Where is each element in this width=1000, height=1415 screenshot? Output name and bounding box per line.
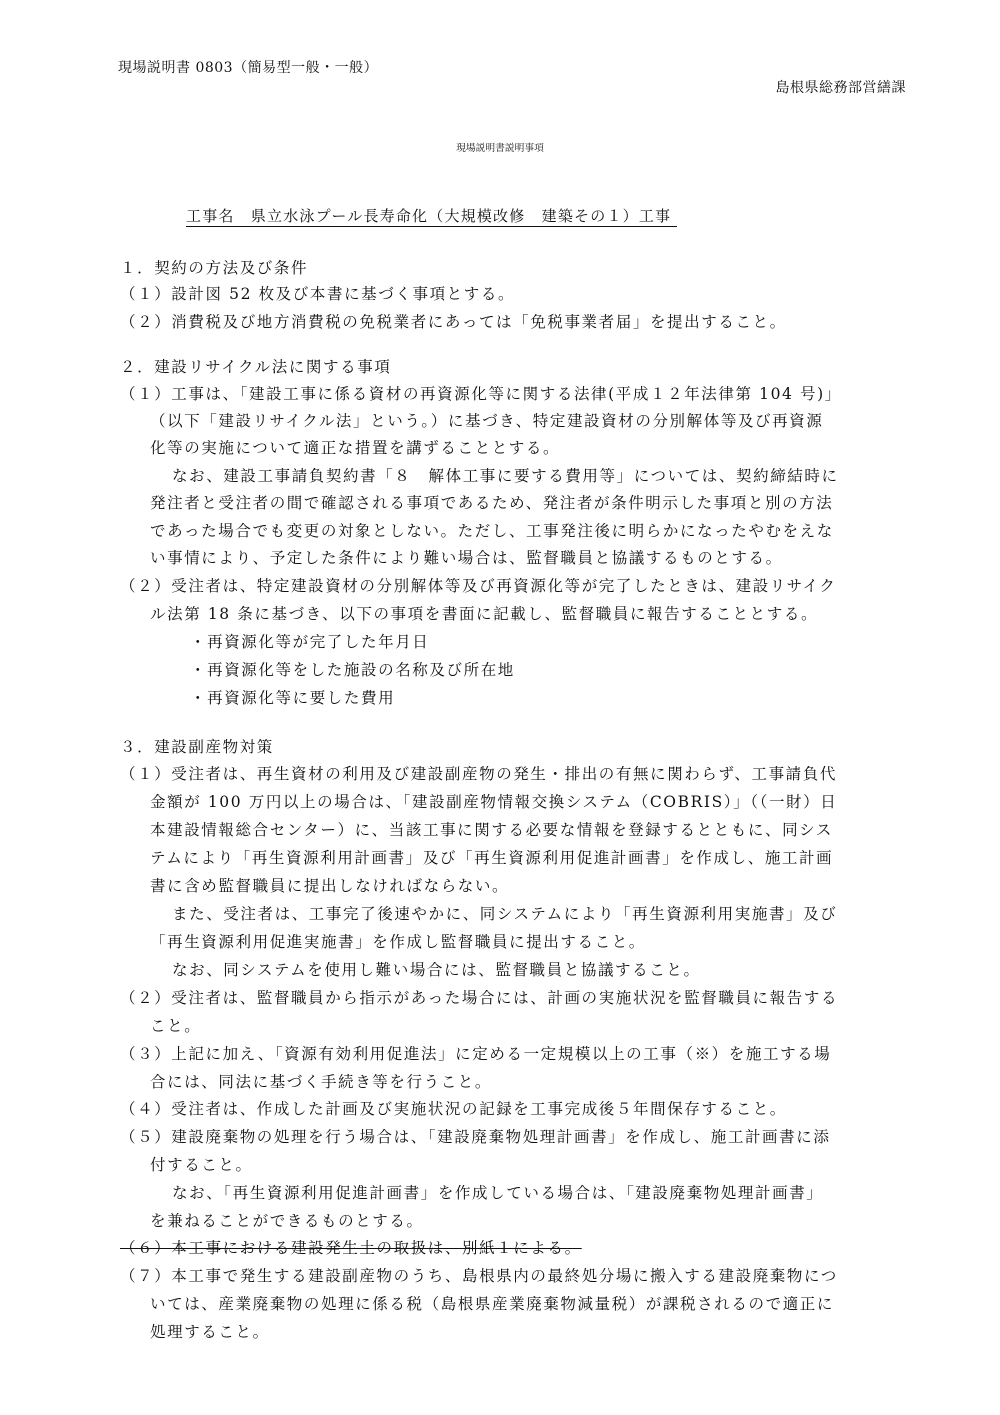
list-item: ・再資源化等に要した費用 bbox=[190, 689, 396, 707]
text-line: （２）消費税及び地方消費税の免税業者にあっては「免税事業者届」を提出すること。 bbox=[120, 313, 787, 331]
text-line: 化等の実施について適正な措置を講ずることとする。 bbox=[150, 439, 561, 457]
text-line: ル法第 18 条に基づき、以下の事項を書面に記載し、監督職員に報告することとする。 bbox=[150, 605, 819, 623]
text-line: 付すること。 bbox=[150, 1156, 253, 1174]
text-line: を兼ねることができるものとする。 bbox=[150, 1212, 424, 1230]
text-line: 処理すること。 bbox=[150, 1323, 270, 1341]
text-line: であった場合でも変更の対象としない。ただし、工事発注後に明らかになったやむをえな bbox=[150, 522, 834, 540]
text-line: （１）設計図 52 枚及び本書に基づく事項とする。 bbox=[120, 285, 516, 303]
text-line: 書に含め監督職員に提出しなければならない。 bbox=[150, 877, 510, 895]
text-line: 発注者と受注者の間で確認される事項であるため、発注者が条件明示した事項と別の方法 bbox=[150, 494, 834, 512]
text-line: こと。 bbox=[150, 1017, 202, 1035]
text-line: いては、産業廃棄物の処理に係る税（島根県産業廃棄物減量税）が課税されるので適正に bbox=[150, 1295, 835, 1313]
work-name: 工事名 県立水泳プール長寿命化（大規模改修 建築その１）工事 bbox=[186, 206, 677, 227]
document-code: 現場説明書 0803（簡易型一般・一般） bbox=[118, 60, 379, 76]
text-line: （５）建設廃棄物の処理を行う場合は、「建設廃棄物処理計画書」を作成し、施工計画書に添 bbox=[120, 1128, 831, 1146]
text-line: テムにより「再生資源利用計画書」及び「再生資源利用促進計画書」を作成し、施工計画 bbox=[150, 849, 834, 867]
text-line: 合には、同法に基づく手続き等を行うこと。 bbox=[150, 1073, 493, 1091]
list-item: ・再資源化等が完了した年月日 bbox=[190, 633, 430, 651]
text-line: （７）本工事で発生する建設副産物のうち、島根県内の最終処分場に搬入する建設廃棄物につ bbox=[120, 1267, 838, 1285]
page-title: 現場説明書説明事項 bbox=[456, 143, 544, 154]
struck-text-line: （６）本工事における建設発生土の取扱は、別紙１による。 bbox=[120, 1239, 582, 1257]
text-line: （２）受注者は、特定建設資材の分別解体等及び再資源化等が完了したときは、建設リサイク bbox=[120, 577, 837, 595]
text-line: （４）受注者は、作成した計画及び実施状況の記録を工事完成後５年間保存すること。 bbox=[120, 1100, 787, 1118]
section-heading: ２．建設リサイクル法に関する事項 bbox=[120, 358, 392, 376]
text-line: 金額が 100 万円以上の場合は、「建設副産物情報交換システム（COBRIS）」（（一財）日 bbox=[150, 793, 838, 811]
text-line: また、受注者は、工事完了後速やかに、同システムにより「再生資源利用実施書」及び bbox=[172, 905, 838, 923]
text-line: 本建設情報総合センター）に、当該工事に関する必要な情報を登録するとともに、同シス bbox=[150, 821, 833, 839]
text-line: （以下「建設リサイクル法」という。）に基づき、特定建設資材の分別解体等及び再資源 bbox=[150, 412, 824, 430]
section-heading: ３．建設副産物対策 bbox=[120, 738, 274, 756]
section-heading: １．契約の方法及び条件 bbox=[120, 259, 309, 277]
text-line: なお、同システムを使用し難い場合には、監督職員と協議すること。 bbox=[172, 961, 701, 979]
text-line: い事情により、予定した条件により難い場合は、監督職員と協議するものとする。 bbox=[150, 549, 783, 567]
department-name: 島根県総務部営繕課 bbox=[775, 80, 906, 96]
text-line: （２）受注者は、監督職員から指示があった場合には、計画の実施状況を監督職員に報告する bbox=[120, 989, 839, 1007]
text-line: （１）工事は、「建設工事に係る資材の再資源化等に関する法律(平成１２年法律第 104 号)」 bbox=[120, 385, 842, 403]
text-line: （１）受注者は、再生資材の利用及び建設副産物の発生・排出の有無に関わらず、工事請負代 bbox=[120, 765, 837, 783]
text-line: 「再生資源利用促進実施書」を作成し監督職員に提出すること。 bbox=[150, 933, 646, 951]
text-line: （３）上記に加え、「資源有効利用促進法」に定める一定規模以上の工事（※）を施工する場 bbox=[120, 1045, 832, 1063]
list-item: ・再資源化等をした施設の名称及び所在地 bbox=[190, 661, 515, 679]
text-line: なお、「再生資源利用促進計画書」を作成している場合は、「建設廃棄物処理計画書」 bbox=[172, 1184, 824, 1202]
text-line: なお、建設工事請負契約書「８ 解体工事に要する費用等」については、契約締結時に bbox=[172, 467, 839, 485]
